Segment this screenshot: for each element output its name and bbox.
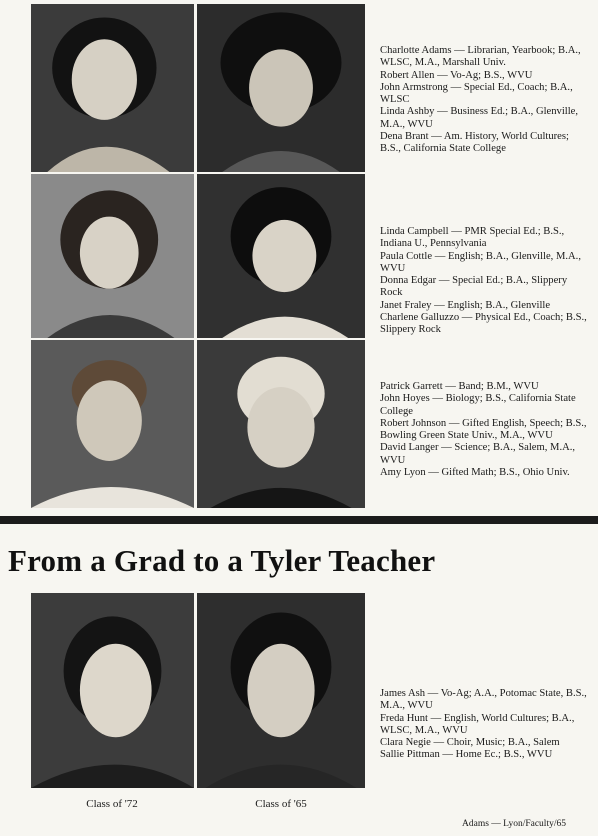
- faculty-entry: Donna Edgar — Special Ed.; B.A., Slippery Rock: [380, 275, 568, 299]
- portrait-photo: [31, 174, 194, 338]
- caption-group-bottom: [380, 688, 592, 762]
- portrait-photo: [197, 340, 365, 508]
- class-year-label: Class of '65: [255, 798, 307, 810]
- faculty-entry: Amy Lyon — Gifted Math; B.S., Ohio Univ.: [380, 467, 570, 479]
- caption-group-2: [380, 226, 592, 337]
- portrait-photo: [31, 4, 194, 172]
- page-footer: Adams — Lyon/Faculty/65: [462, 819, 566, 829]
- class-year-label: Class of '72: [86, 798, 138, 810]
- faculty-entry: Clara Negie — Choir, Music; B.A., Salem: [380, 737, 560, 749]
- portrait-photo: [31, 340, 194, 508]
- portrait-photo: [197, 593, 365, 788]
- faculty-entry: Janet Fraley — English; B.A., Glenville: [380, 299, 551, 311]
- faculty-entry: John Hoyes — Biology; B.S., California State College: [380, 393, 576, 417]
- faculty-entry: Charlotte Adams — Librarian, Yearbook; B.A., WLSC, M.A., Marshall Univ.: [380, 45, 581, 69]
- faculty-entry: Freda Hunt — English, World Cultures; B.A., WLSC, M.A., WVU: [380, 712, 575, 736]
- faculty-entry: Charlene Galluzzo — Physical Ed., Coach; B.S., Slippery Rock: [380, 312, 587, 336]
- caption-group-1: [380, 45, 592, 156]
- faculty-entry: David Langer — Science; B.A., Salem, M.A., WVU: [380, 442, 576, 466]
- portrait-photo: [31, 593, 194, 788]
- caption-group-3: [380, 381, 592, 479]
- faculty-entry: Robert Johnson — Gifted English, Speech; B.S., Bowling Green State Univ., M.A., WVU: [380, 417, 587, 442]
- portrait-photo: [197, 4, 365, 172]
- faculty-entry: Linda Campbell — PMR Special Ed.; B.S., Indiana U., Pennsylvania: [380, 226, 565, 250]
- section-heading: From a Grad to a Tyler Teacher: [8, 543, 436, 578]
- faculty-entry: Dena Brant — Am. History, World Cultures; B.S., California State College: [380, 131, 569, 155]
- faculty-entry: Linda Ashby — Business Ed.; B.A., Glenville, M.A., WVU: [380, 106, 579, 130]
- faculty-entry: Robert Allen — Vo-Ag; B.S., WVU: [380, 69, 533, 81]
- section-divider: [0, 516, 598, 524]
- faculty-entry: Patrick Garrett — Band; B.M., WVU: [380, 381, 539, 392]
- faculty-entry: John Armstrong — Special Ed., Coach; B.A., WLSC: [380, 81, 573, 106]
- faculty-entry: Sallie Pittman — Home Ec.; B.S., WVU: [380, 749, 553, 761]
- faculty-entry: Paula Cottle — English; B.A., Glenville, M.A., WVU: [380, 250, 581, 274]
- faculty-entry: James Ash — Vo-Ag; A.A., Potomac State, B.S., M.A., WVU: [380, 688, 587, 712]
- portrait-photo: [197, 174, 365, 338]
